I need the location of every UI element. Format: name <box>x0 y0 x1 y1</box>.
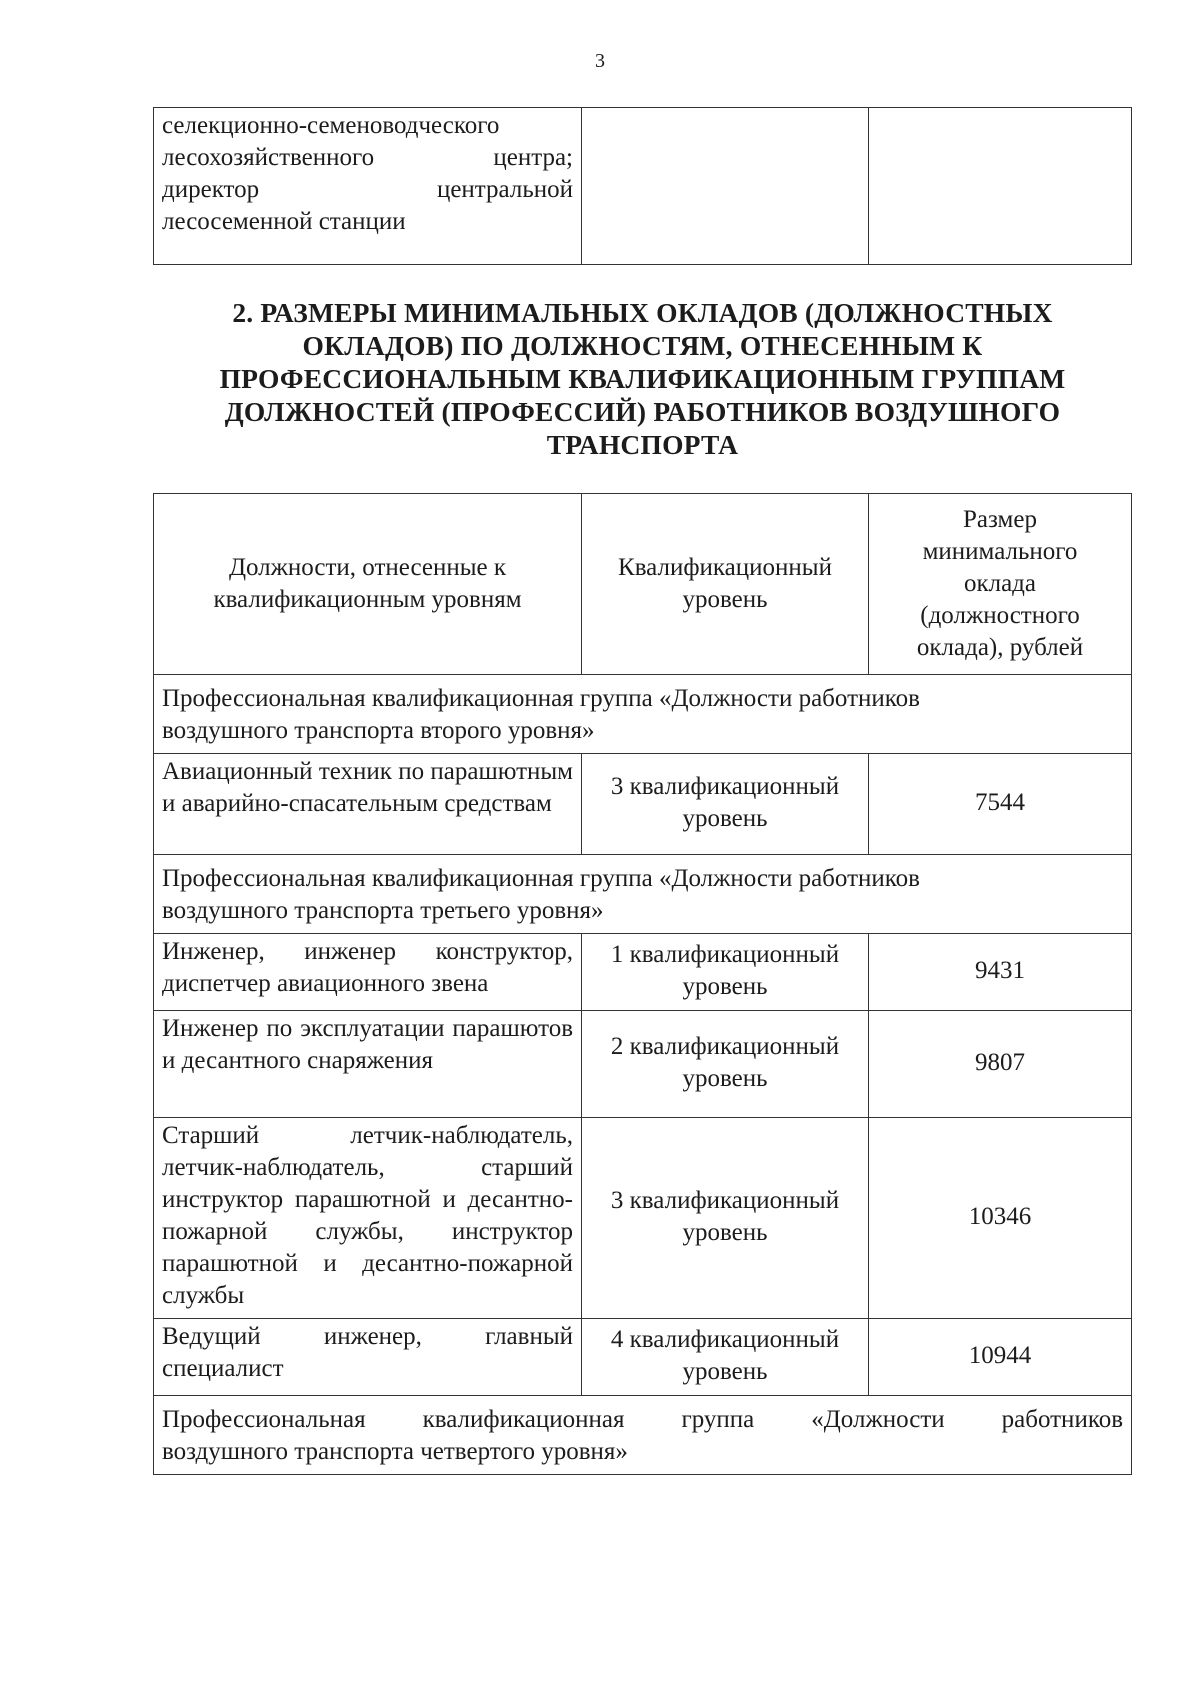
section-title <box>153 296 1132 461</box>
salary-table <box>153 493 1132 1475</box>
page-number: 3 <box>595 50 605 72</box>
header-positions: Должности, отнесенные к квалификационным уровням <box>154 494 582 675</box>
continuation-level-cell <box>582 108 869 265</box>
position-cell: Инженер, инженер конструктор, диспетчер авиационного звена <box>154 934 582 1011</box>
group-line: Профессиональная квалификационная группа «Должности работников <box>162 1406 1123 1433</box>
level-cell: 4 квалификационный уровень <box>582 1319 869 1396</box>
table-row <box>154 934 1132 1011</box>
position-cell: Ведущий инженер, главный специалист <box>154 1319 582 1396</box>
table-row <box>154 1118 1132 1319</box>
continuation-table <box>153 107 1132 265</box>
level-cell: 1 квалификационный уровень <box>582 934 869 1011</box>
level-cell: 3 квалификационный уровень <box>582 1118 869 1319</box>
group-line: Профессиональная квалификационная группа «Должности работников <box>162 685 920 712</box>
salary-cell: 9431 <box>869 934 1132 1011</box>
continuation-salary-cell <box>869 108 1132 265</box>
group-line: воздушного транспорта второго уровня» <box>162 717 595 744</box>
continuation-line: лесосеменной станции <box>162 208 406 235</box>
table-row <box>154 108 1132 265</box>
position-cell: Инженер по эксплуатации парашютов и десантного снаряжения <box>154 1011 582 1118</box>
group-2-cell <box>154 675 1132 754</box>
salary-cell: 10346 <box>869 1118 1132 1319</box>
section-title-line: ТРАНСПОРТА <box>546 429 739 460</box>
header-level: Квалификационный уровень <box>582 494 869 675</box>
group-line: воздушного транспорта третьего уровня» <box>162 897 604 924</box>
level-cell: 2 квалификационный уровень <box>582 1011 869 1118</box>
position-cell: Старший летчик-наблюдатель, летчик-наблюдатель, старший инструктор парашютной и десантно-пожарной службы, инструктор парашютной и десантно-пожарной службы <box>154 1118 582 1319</box>
position-cell: Авиационный техник по парашютным и аварийно-спасательным средствам <box>154 754 582 855</box>
salary-cell: 7544 <box>869 754 1132 855</box>
table-row <box>154 754 1132 855</box>
section-title-line: ДОЛЖНОСТЕЙ (ПРОФЕССИЙ) РАБОТНИКОВ ВОЗДУШНОГО <box>224 396 1061 427</box>
table-row <box>154 1011 1132 1118</box>
group-3-cell <box>154 855 1132 934</box>
group-row <box>154 675 1132 754</box>
header-salary: Размер минимального оклада (должностного оклада), рублей <box>869 494 1132 675</box>
continuation-line: директор центральной <box>162 176 573 203</box>
salary-cell: 10944 <box>869 1319 1132 1396</box>
continuation-line: селекционно-семеноводческого <box>162 112 500 139</box>
group-4-cell <box>154 1396 1132 1475</box>
continuation-line: лесохозяйственного центра; <box>162 144 573 171</box>
section-title-line: ПРОФЕССИОНАЛЬНЫМ КВАЛИФИКАЦИОННЫМ ГРУППАМ <box>219 363 1066 394</box>
table-row <box>154 1319 1132 1396</box>
group-row <box>154 855 1132 934</box>
level-cell: 3 квалификационный уровень <box>582 754 869 855</box>
group-line: Профессиональная квалификационная группа «Должности работников <box>162 865 920 892</box>
group-line: воздушного транспорта четвертого уровня» <box>162 1438 628 1465</box>
section-title-line: 2. РАЗМЕРЫ МИНИМАЛЬНЫХ ОКЛАДОВ (ДОЛЖНОСТНЫХ <box>232 297 1053 328</box>
continuation-position-cell <box>154 108 582 265</box>
group-row <box>154 1396 1132 1475</box>
salary-cell: 9807 <box>869 1011 1132 1118</box>
section-title-line: ОКЛАДОВ) ПО ДОЛЖНОСТЯМ, ОТНЕСЕННЫМ К <box>302 330 983 361</box>
table-header-row <box>154 494 1132 675</box>
